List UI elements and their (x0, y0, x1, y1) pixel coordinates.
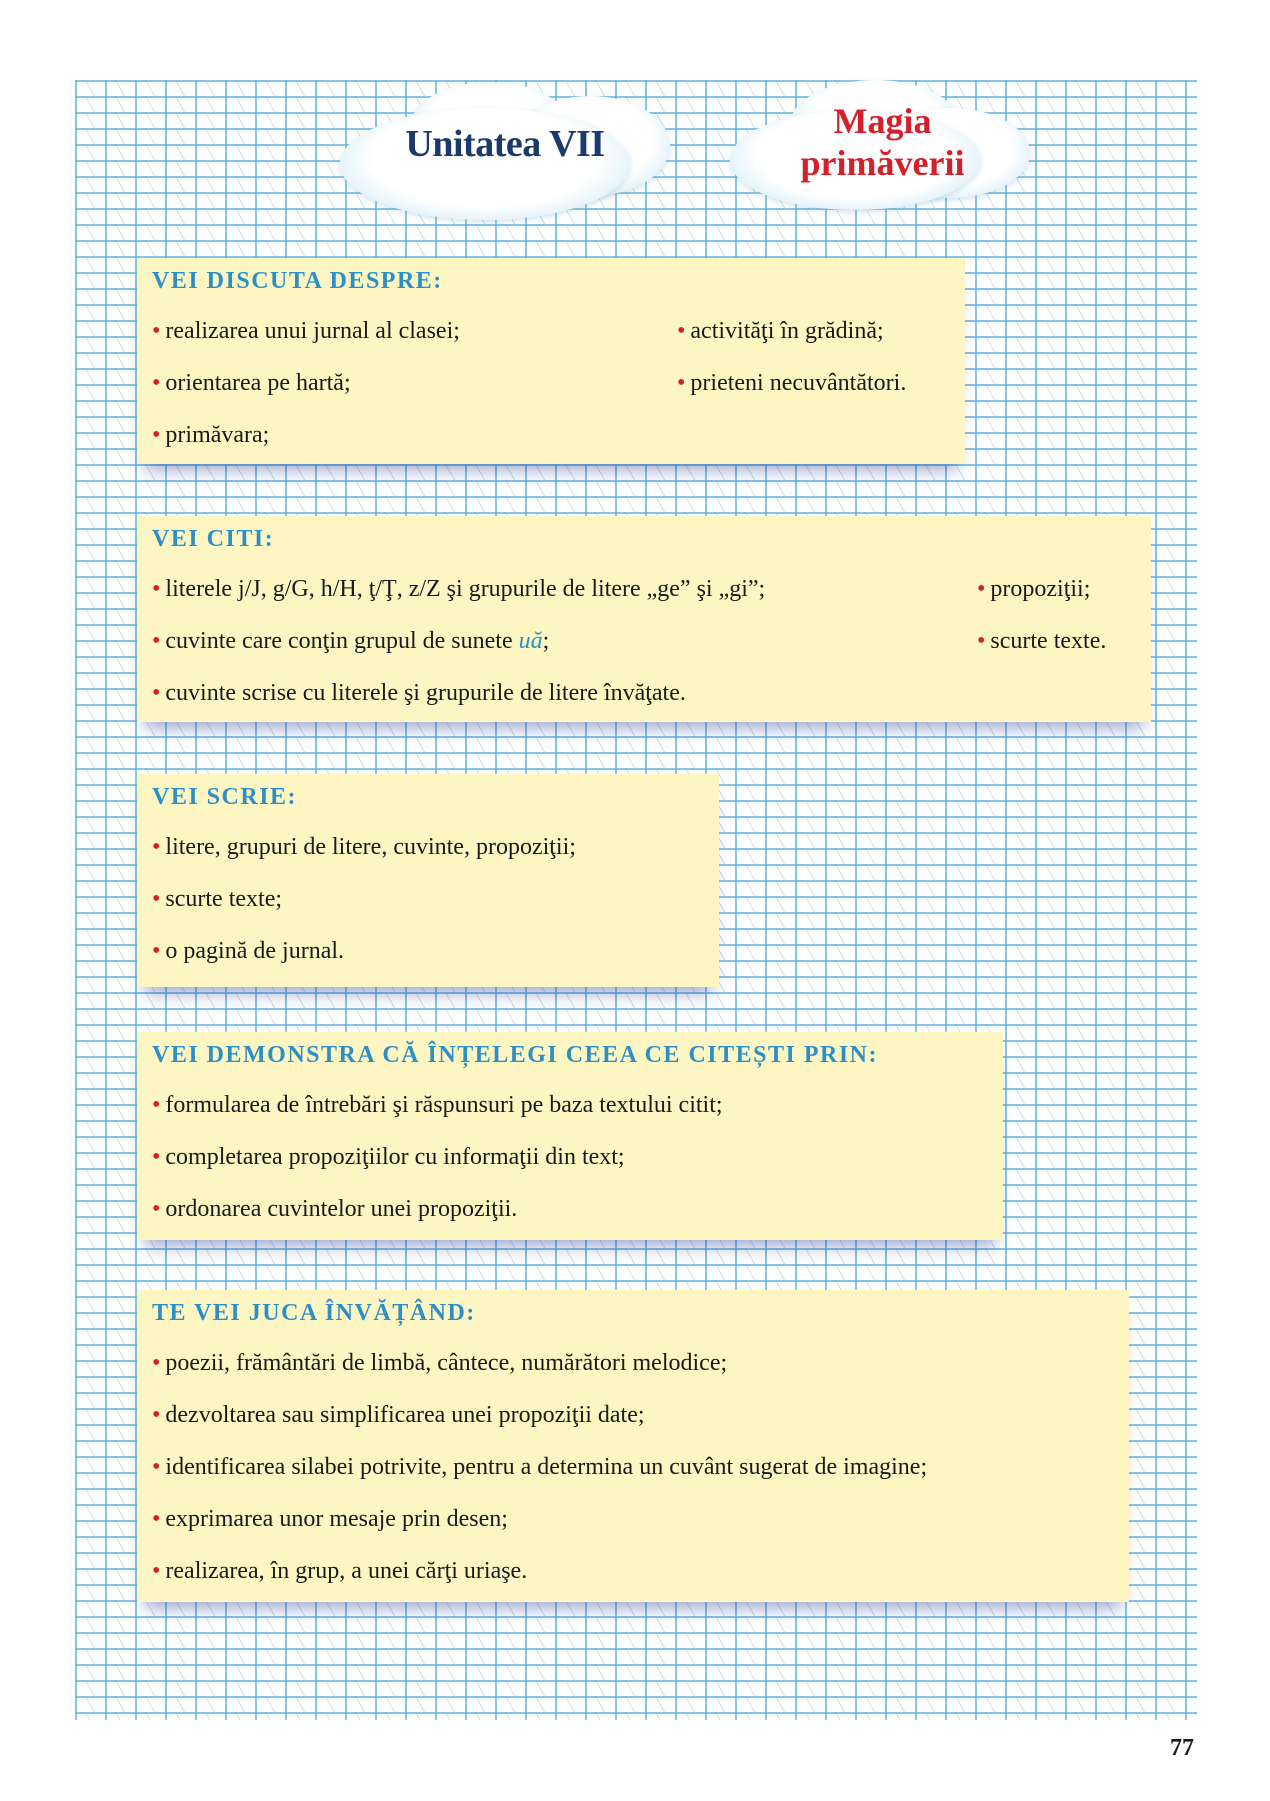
bullet-icon: • (152, 1402, 161, 1428)
list-item: • o pagină de jurnal. (152, 938, 345, 964)
bullet-icon: • (152, 628, 161, 654)
discuss-panel (137, 258, 965, 464)
bullet-icon: • (977, 576, 986, 602)
page-number: 77 (1170, 1735, 1194, 1761)
read-heading: VEI CITI: (152, 526, 275, 552)
list-item: • scurte texte; (152, 886, 283, 912)
list-item: • activităţi în grădină; (677, 318, 884, 344)
bullet-icon: • (152, 834, 161, 860)
bullet-icon: • (152, 318, 161, 344)
bullet-icon: • (152, 1092, 161, 1118)
bullet-icon: • (152, 680, 161, 706)
bullet-icon: • (152, 1506, 161, 1532)
topic-title-line1: Magia (833, 101, 932, 141)
list-item: • poezii, frământări de limbă, cântece, numărători melodice; (152, 1350, 728, 1376)
bullet-icon: • (152, 1144, 161, 1170)
sound-group-highlight: uă (518, 628, 543, 654)
list-item: • realizarea, în grup, a unei cărţi uriaşe. (152, 1558, 528, 1584)
comprehension-heading: VEI DEMONSTRA CĂ ÎNȚELEGI CEEA CE CITEȘTI PRIN: (152, 1042, 878, 1068)
bullet-icon: • (152, 1196, 161, 1222)
bullet-icon: • (152, 422, 161, 448)
bullet-icon: • (977, 628, 986, 654)
list-item: • primăvara; (152, 422, 270, 448)
bullet-icon: • (152, 1558, 161, 1584)
list-item: • identificarea silabei potrivite, pentru a determina un cuvânt sugerat de imagine; (152, 1454, 928, 1480)
bullet-icon: • (677, 370, 686, 396)
bullet-icon: • (152, 938, 161, 964)
list-item: • orientarea pe hartă; (152, 370, 351, 396)
list-item: • litere, grupuri de litere, cuvinte, propoziţii; (152, 834, 576, 860)
bullet-icon: • (152, 576, 161, 602)
list-item: • scurte texte. (977, 628, 1107, 654)
list-item: • cuvinte scrise cu literele şi grupurile de litere învăţate. (152, 680, 686, 706)
comprehension-panel (137, 1032, 1003, 1240)
discuss-heading: VEI DISCUTA DESPRE: (152, 268, 443, 294)
list-item: • formularea de întrebări şi răspunsuri pe baza textului citit; (152, 1092, 723, 1118)
list-item: • exprimarea unor mesaje prin desen; (152, 1506, 508, 1532)
bullet-icon: • (677, 318, 686, 344)
bullet-icon: • (152, 886, 161, 912)
bullet-icon: • (152, 1454, 161, 1480)
list-item: • completarea propoziţiilor cu informaţii din text; (152, 1144, 625, 1170)
read-panel (137, 516, 1151, 722)
write-panel (137, 774, 719, 987)
list-item: • prieteni necuvântători. (677, 370, 907, 396)
write-heading: VEI SCRIE: (152, 784, 298, 810)
list-item: • propoziţii; (977, 576, 1091, 602)
list-item: • realizarea unui jurnal al clasei; (152, 318, 460, 344)
list-item: • dezvoltarea sau simplificarea unei propoziţii date; (152, 1402, 645, 1428)
topic-title (770, 100, 995, 184)
list-item: • literele j/J, g/G, h/H, ţ/Ţ, z/Z şi grupurile de litere „ge” şi „gi”; (152, 576, 766, 602)
list-item: • ordonarea cuvintelor unei propoziţii. (152, 1196, 518, 1222)
topic-title-line2: primăverii (800, 143, 965, 183)
bullet-icon: • (152, 370, 161, 396)
list-item: • cuvinte care conţin grupul de sunete uă; (152, 628, 550, 654)
play-learn-panel (137, 1290, 1129, 1602)
bullet-icon: • (152, 1350, 161, 1376)
play-learn-heading: TE VEI JUCA ÎNVĂȚÂND: (152, 1300, 476, 1326)
unit-title: Unitatea VII (405, 123, 605, 165)
